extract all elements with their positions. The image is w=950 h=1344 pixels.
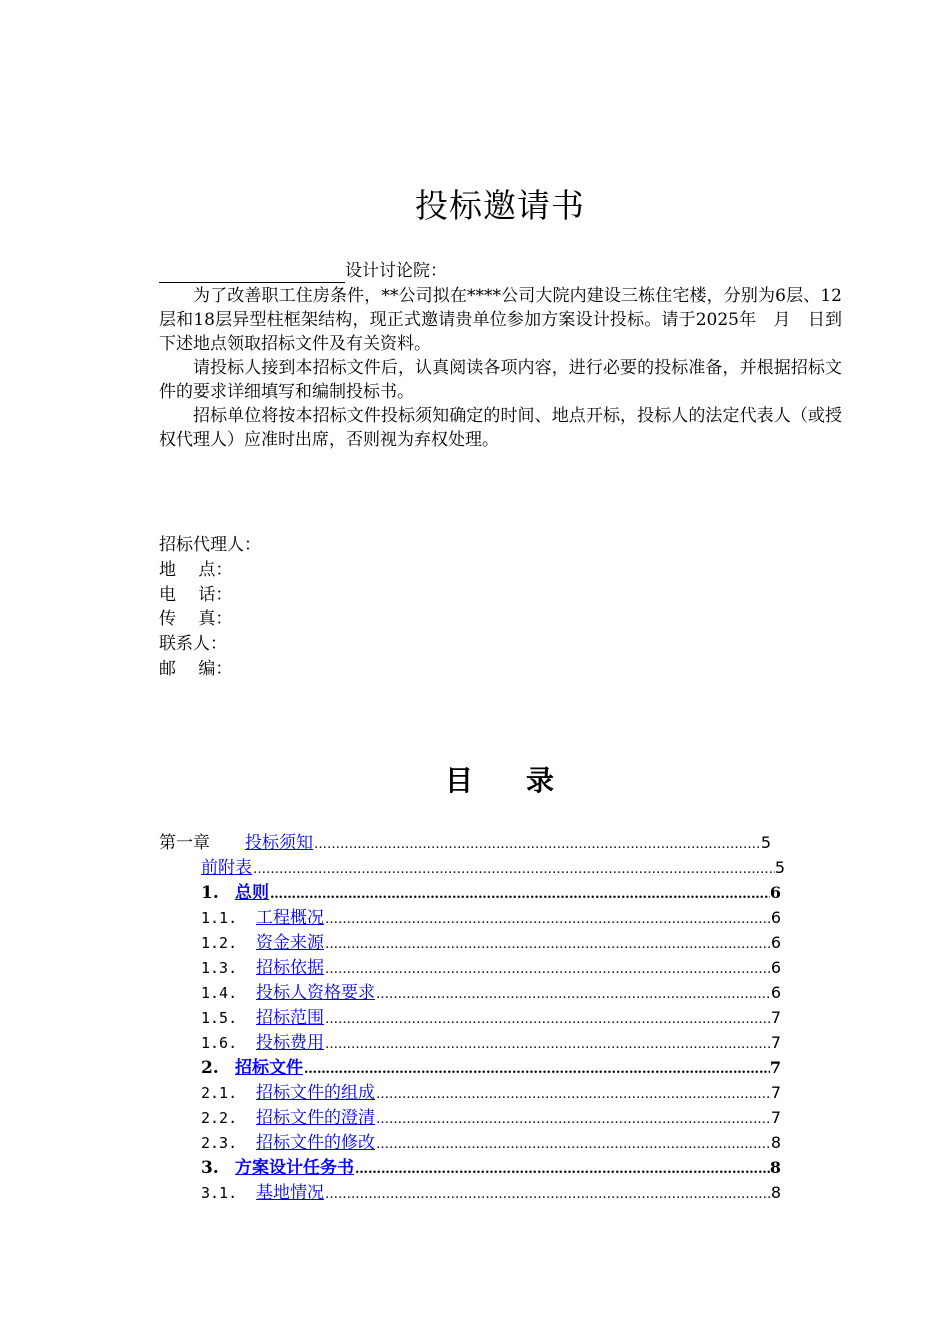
contact-fax-label: 传 真： bbox=[159, 609, 233, 630]
toc-entry-2-1[interactable] bbox=[201, 1080, 781, 1105]
toc-entry-chapter-1[interactable] bbox=[159, 830, 771, 855]
toc-entry-appendix[interactable] bbox=[201, 855, 785, 880]
toc-page-number: 6 bbox=[770, 933, 781, 952]
toc-section-number: 1.1. bbox=[201, 909, 238, 927]
toc-entry-1-4[interactable] bbox=[201, 980, 781, 1005]
toc-leader bbox=[303, 1057, 770, 1080]
contact-phone-label: 电 话： bbox=[159, 584, 233, 605]
toc-section-number: 3. bbox=[201, 1158, 219, 1178]
toc-leader bbox=[324, 932, 771, 955]
toc-section-number: 1.6. bbox=[201, 1034, 238, 1052]
toc-entry-1-3[interactable] bbox=[201, 955, 781, 980]
toc-section-number: 2.1. bbox=[201, 1084, 238, 1102]
toc-page-number: 7 bbox=[770, 1083, 781, 1102]
toc-link[interactable]: 总则 bbox=[235, 883, 269, 903]
toc-entry-1[interactable] bbox=[201, 880, 781, 905]
toc-page-number: 7 bbox=[769, 1058, 781, 1077]
toc-link[interactable]: 招标依据 bbox=[256, 958, 324, 978]
toc-leader bbox=[354, 1157, 770, 1180]
addressee-suffix: 设计讨论院： bbox=[345, 261, 447, 281]
toc-leader bbox=[324, 1007, 771, 1030]
toc-section-number: 1.5. bbox=[201, 1009, 238, 1027]
contact-agent-label: 招标代理人： bbox=[159, 535, 261, 555]
toc-section-number: 3.1. bbox=[201, 1184, 238, 1202]
toc-title bbox=[0, 762, 950, 800]
toc-link[interactable]: 投标人资格要求 bbox=[256, 983, 375, 1003]
toc-page-number: 5 bbox=[774, 858, 785, 877]
toc-leader bbox=[324, 957, 771, 980]
toc-link[interactable]: 招标文件的组成 bbox=[256, 1083, 375, 1103]
toc-title-right: 录 bbox=[526, 764, 556, 797]
contact-address-label: 地 点： bbox=[159, 559, 233, 580]
toc-leader bbox=[375, 1132, 771, 1155]
letter-paragraph: 为了改善职工住房条件，**公司拟在****公司大院内建设三栋住宅楼，分别为6层、12层和18层异型柱框架结构，现正式邀请贵单位参加方案设计投标。请于2025年 月 日到下述地点领取招标文件及有关资料。 bbox=[159, 286, 842, 354]
toc-link[interactable]: 资金来源 bbox=[256, 933, 324, 953]
letter-title: 投标邀请书 bbox=[415, 186, 585, 225]
contact-postcode-label: 邮 编： bbox=[159, 658, 233, 679]
toc-link[interactable]: 前附表 bbox=[201, 858, 252, 878]
toc-entry-3[interactable] bbox=[201, 1155, 781, 1180]
toc-link[interactable]: 方案设计任务书 bbox=[235, 1158, 354, 1178]
toc-title-left: 目 bbox=[444, 764, 474, 797]
toc-section-number: 2.3. bbox=[201, 1134, 238, 1152]
letter-paragraph: 请投标人接到本招标文件后，认真阅读各项内容，进行必要的投标准备，并根据招标文件的要求详细填写和编制投标书。 bbox=[159, 358, 842, 402]
toc-section-number: 1.2. bbox=[201, 934, 238, 952]
toc-entry-2-2[interactable] bbox=[201, 1105, 781, 1130]
toc-page-number: 7 bbox=[770, 1008, 781, 1027]
addressee-blank bbox=[159, 264, 345, 283]
toc-link[interactable]: 招标文件 bbox=[235, 1058, 303, 1078]
toc-entry-1-2[interactable] bbox=[201, 930, 781, 955]
letter-paragraph: 招标单位将按本招标文件投标须知确定的时间、地点开标，投标人的法定代表人（或授权代理人）应准时出席，否则视为弃权处理。 bbox=[159, 406, 842, 450]
contact-person-label: 联系人： bbox=[159, 634, 227, 655]
toc-page-number: 6 bbox=[770, 958, 781, 977]
toc-leader bbox=[324, 1032, 771, 1055]
toc-leader bbox=[269, 882, 770, 905]
toc-leader bbox=[324, 1182, 771, 1205]
toc-leader bbox=[375, 1082, 771, 1105]
toc-page-number: 7 bbox=[770, 1033, 781, 1052]
toc-entry-2[interactable] bbox=[201, 1055, 781, 1080]
toc-section-number: 1.3. bbox=[201, 959, 238, 977]
toc-section-number: 2. bbox=[201, 1058, 219, 1078]
toc-entry-1-6[interactable] bbox=[201, 1030, 781, 1055]
toc-entry-1-1[interactable] bbox=[201, 905, 781, 930]
toc-link[interactable]: 招标范围 bbox=[256, 1008, 324, 1028]
toc-page-number: 8 bbox=[770, 1133, 781, 1152]
toc-link[interactable]: 工程概况 bbox=[256, 908, 324, 928]
toc-entry-3-1[interactable] bbox=[201, 1180, 781, 1205]
toc-page-number: 7 bbox=[770, 1108, 781, 1127]
toc-link[interactable]: 招标文件的澄清 bbox=[256, 1108, 375, 1128]
toc-entry-1-5[interactable] bbox=[201, 1005, 781, 1030]
addressee-line bbox=[159, 259, 447, 283]
toc-leader bbox=[252, 857, 775, 880]
toc-page-number: 6 bbox=[770, 983, 781, 1002]
toc-leader bbox=[324, 907, 771, 930]
toc-section-number: 1. bbox=[201, 883, 219, 903]
toc-link[interactable]: 基地情况 bbox=[256, 1183, 324, 1203]
toc-leader bbox=[375, 982, 771, 1005]
toc-page-number: 6 bbox=[769, 883, 781, 902]
toc-page-number: 5 bbox=[760, 833, 771, 852]
toc-leader bbox=[313, 832, 761, 855]
toc-link[interactable]: 招标文件的修改 bbox=[256, 1133, 375, 1153]
letter-body bbox=[159, 284, 842, 452]
toc-leader bbox=[375, 1107, 771, 1130]
toc-entry-2-3[interactable] bbox=[201, 1130, 781, 1155]
toc-page-number: 8 bbox=[769, 1158, 781, 1177]
toc-link[interactable]: 投标费用 bbox=[256, 1033, 324, 1053]
toc-section-number: 1.4. bbox=[201, 984, 238, 1002]
toc-link[interactable]: 投标须知 bbox=[245, 833, 313, 853]
contact-block bbox=[159, 533, 261, 682]
toc-chapter-label: 第一章 bbox=[159, 833, 210, 853]
toc-page-number: 6 bbox=[770, 908, 781, 927]
toc-section-number: 2.2. bbox=[201, 1109, 238, 1127]
toc-page-number: 8 bbox=[770, 1183, 781, 1202]
